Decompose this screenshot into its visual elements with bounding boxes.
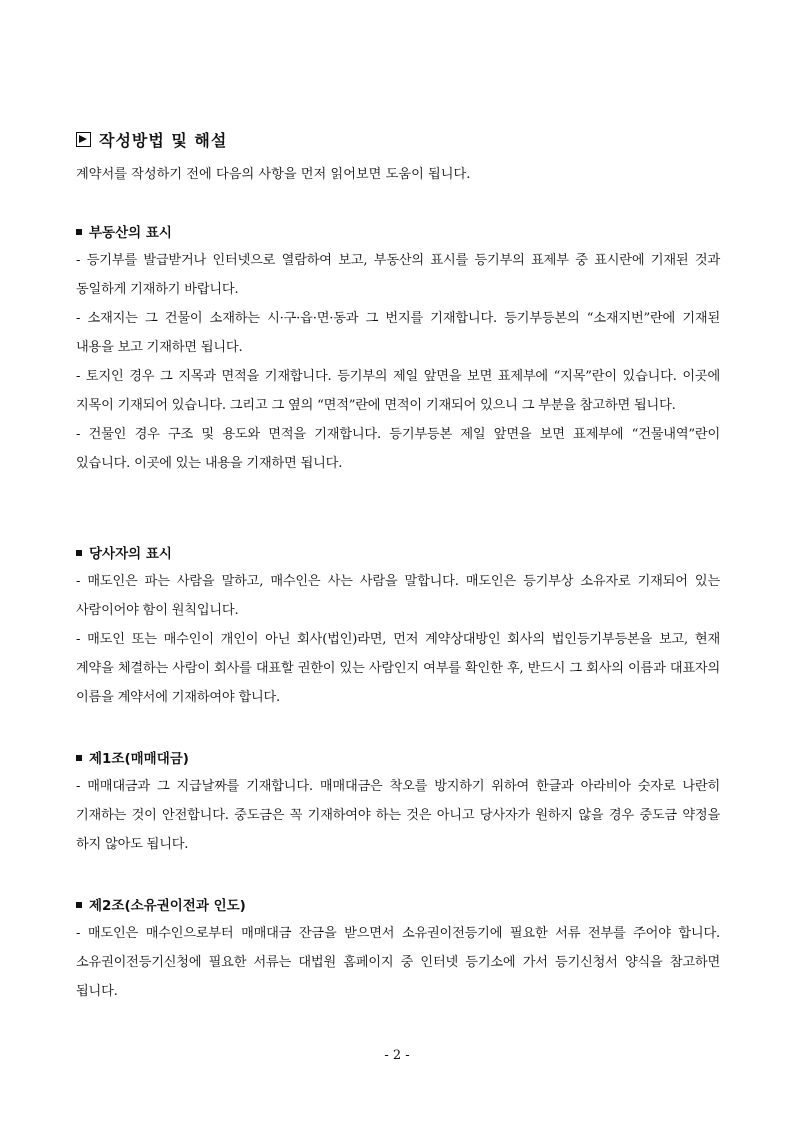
paragraph: - 소재지는 그 건물이 소재하는 시·구·읍·면·동과 그 번지를 기재합니다. 등기부등본의 “소재지번”란에 기재된 내용을 보고 기재하면 됩니다. [76,311,720,355]
paragraph: - 매도인은 매수인으로부터 매매대금 잔금을 받으면서 소유권이전등기에 필요한 서류 전부를 주어야 합니다. 소유권이전등기신청에 필요한 서류는 대법원 홈페이지 중 인터넷 등기소에 가서 등기신청서 양식을 참고하면 됩니다. [76,926,720,999]
section-parties [76,542,720,712]
main-title-text: 작성방법 및 해설 [99,131,228,150]
square-bullet-icon [76,902,82,908]
paragraph: - 등기부를 발급받거나 인터넷으로 열람하여 보고, 부동산의 표시를 등기부의 표제부 중 표시란에 기재된 것과 동일하게 기재하기 바랍니다. [76,253,720,297]
section-title: 제1조(매매대금) [76,747,720,772]
section-title: 제2조(소유권이전과 인도) [76,894,720,919]
square-bullet-icon [76,755,82,761]
section-property [76,221,720,478]
square-bullet-icon [76,229,82,235]
paragraph: - 매도인 또는 매수인이 개인이 아닌 회사(법인)라면, 먼저 계약상대방인 회사의 법인등기부등본을 보고, 현재 계약을 체결하는 사람이 회사를 대표할 권한이 있는 사람인지 여부를 확인한 후, 반드시 그 회사의 이름과 대표자의 이름을 계약서에 기재하여야 합니다. [76,632,720,705]
main-title [76,128,227,151]
page-number: - 2 - [384,1048,410,1063]
arrow-box-icon [76,132,91,147]
paragraph: - 매매대금과 그 지급날짜를 기재합니다. 매매대금은 착오를 방지하기 위하여 한글과 아라비아 숫자로 나란히 기재하는 것이 안전합니다. 중도금은 꼭 기재하여야 하는 것은 아니고 당사자가 원하지 않을 경우 중도금 약정을 하지 않아도 됩니다. [76,779,720,852]
paragraph: - 토지인 경우 그 지목과 면적을 기재합니다. 등기부의 제일 앞면을 보면 표제부에 “지목”란이 있습니다. 이곳에 지목이 기재되어 있습니다. 그리고 그 옆의 “면적”란에 면적이 기재되어 있으니 그 부분을 참고하면 됩니다. [76,369,720,413]
section-article-1 [76,747,720,859]
section-title: 당사자의 표시 [76,542,720,567]
paragraph: - 건물인 경우 구조 및 용도와 면적을 기재합니다. 등기부등본 제일 앞면을 보면 표제부에 “건물내역”란이 있습니다. 이곳에 있는 내용을 기재하면 됩니다. [76,427,720,471]
square-bullet-icon [76,550,82,556]
intro-text: 계약서를 작성하기 전에 다음의 사항을 먼저 읽어보면 도움이 됩니다. [76,167,471,182]
section-title: 부동산의 표시 [76,221,720,246]
section-article-2 [76,894,720,1006]
paragraph: - 매도인은 파는 사람을 말하고, 매수인은 사는 사람을 말합니다. 매도인은 등기부상 소유자로 기재되어 있는 사람이어야 함이 원칙입니다. [76,574,720,618]
